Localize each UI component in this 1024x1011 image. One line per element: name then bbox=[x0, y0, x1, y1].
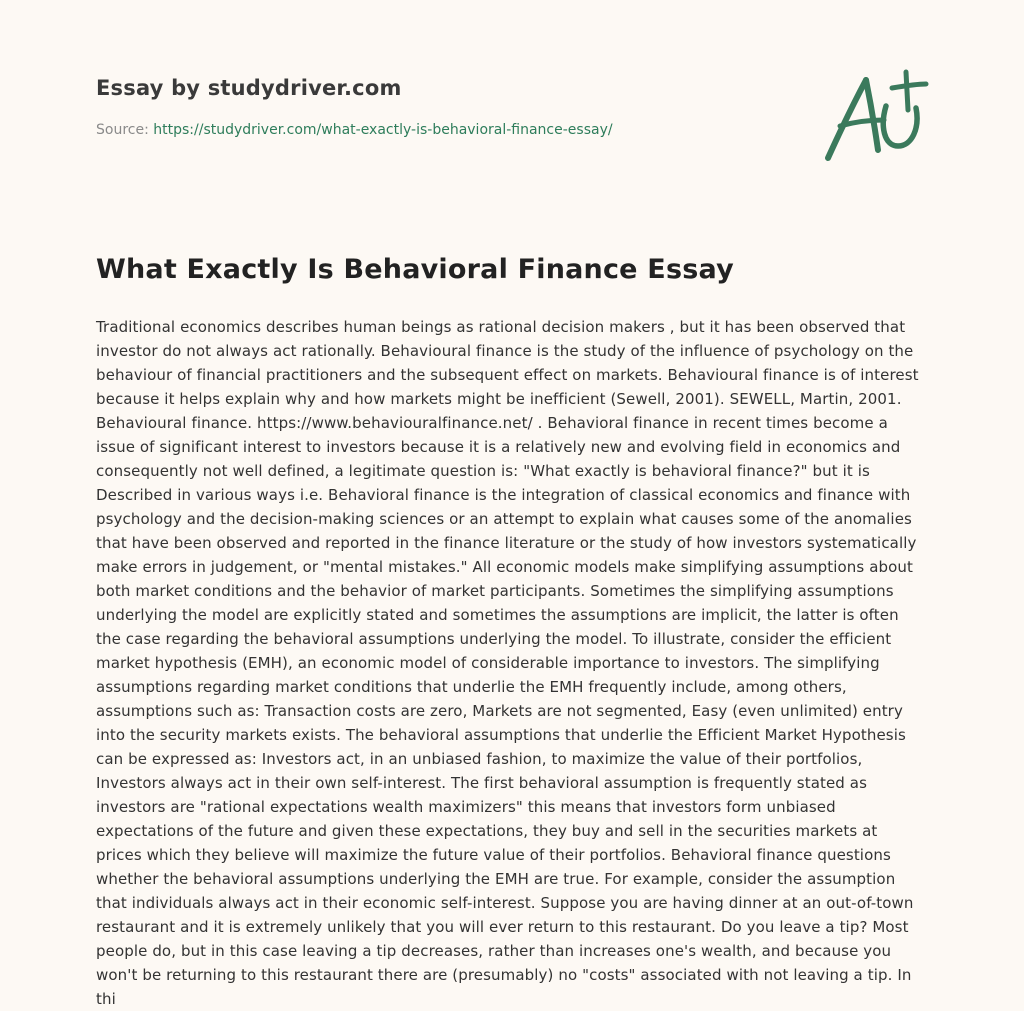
site-brand: Essay by studydriver.com bbox=[96, 76, 402, 100]
essay-title: What Exactly Is Behavioral Finance Essay bbox=[96, 254, 734, 285]
essay-body: Traditional economics describes human beings as rational decision makers , but it has been observed that investor do not always act rationally. Behavioural finance is the study of the influence of psychology on the behaviour of financial practitioners and the subsequent effect on markets. Behavioural finance is of interest because it helps explain why and how markets might be inefficient (Sewell, 2001). SEWELL, Martin, 2001. Behavioural finance. https://www.behaviouralfinance.net/ . Behavioral finance in recent times become a issue of significant interest to investors because it is a relatively new and evolving field in economics and consequently not well defined, a legitimate question is: "What exactly is behavioral finance?" but it is Described in various ways i.e. Behavioral finance is the integration of classical economics and finance with psychology and the decision-making sciences or an attempt to explain what causes some of the anomalies that have been observed and reported in the finance literature or the study of how investors systematically make errors in judgement, or "mental mistakes." All economic models make simplifying assumptions about both market conditions and the behavior of market participants. Sometimes the simplifying assumptions underlying the model are explicitly stated and sometimes the assumptions are implicit, the latter is often the case regarding the behavioral assumptions underlying the model. To illustrate, consider the efficient market hypothesis (EMH), an economic model of considerable importance to investors. The simplifying assumptions regarding market conditions that underlie the EMH frequently include, among others, assumptions such as: Transaction costs are zero, Markets are not segmented, Easy (even unlimited) entry into the security markets exists. The behavioral assumptions that underlie the Efficient Market Hypothesis can be expressed as: Investors act, in an unbiased fashion, to maximize the value of their portfolios, Investors always act in their own self-interest. The first behavioral assumption is frequently stated as investors are "rational expectations wealth maximizers" this means that investors form unbiased expectations of the future and given these expectations, they buy and sell in the securities markets at prices which they believe will maximize the future value of their portfolios. Behavioral finance questions whether the behavioral assumptions underlying the EMH are true. For example, consider the assumption that individuals always act in their economic self-interest. Suppose you are having dinner at an out-of-town restaurant and it is extremely unlikely that you will ever return to this restaurant. Do you leave a tip? Most people do, but in this case leaving a tip decreases, rather than increases one's wealth, and because you won't be returning to this restaurant there are (presumably) no "costs" associated with not leaving a tip. In thi bbox=[96, 318, 919, 1008]
a-plus-grade-icon bbox=[818, 66, 930, 170]
source-link[interactable]: https://studydriver.com/what-exactly-is-behavioral-finance-essay/ bbox=[153, 122, 613, 138]
source-label: Source: bbox=[96, 122, 154, 138]
page-header bbox=[96, 76, 796, 138]
source-line bbox=[96, 122, 796, 138]
